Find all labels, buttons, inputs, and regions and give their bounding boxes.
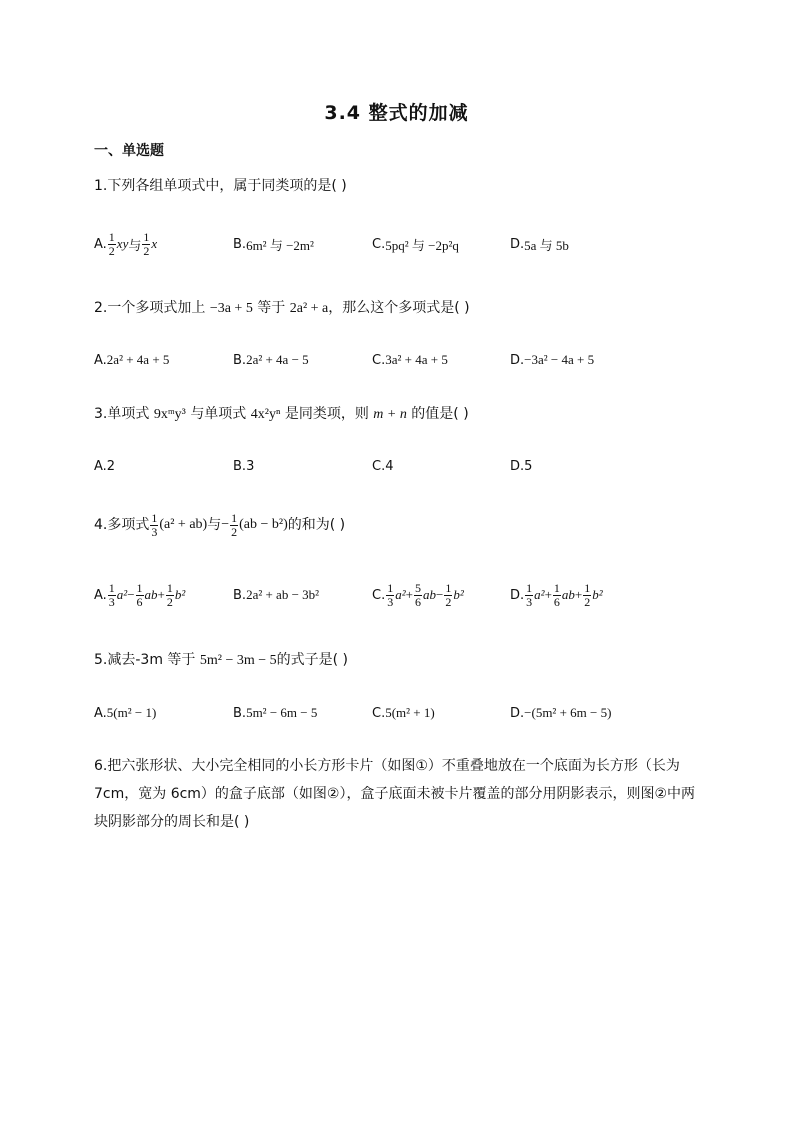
- question-1-option-c: C. 5pq² 与 −2p²q: [372, 236, 459, 253]
- page-title: 3.4 整式的加减: [324, 102, 469, 124]
- question-4-option-d: D. $\frac{1}{3}$ a² + $\frac{1}{6}$ ab + $\frac{1}{2}$ b²: [510, 580, 603, 609]
- question-2-option-d: D. −3a² − 4a + 5: [510, 352, 595, 368]
- question-5-stem: 5.减去-3m 等于 5m² − 3m − 5的式子是( ): [94, 652, 349, 668]
- question-6-stem: 6.把六张形状、大小完全相同的小长方形卡片（如图①）不重叠地放在一个底面为长方形（长为 7cm，宽为 6cm）的盒子底部（如图②），盒子底面未被卡片覆盖的部分用阴影表示，则图②中两块阴影部分的周长和是( ): [94, 758, 696, 830]
- section-heading: 一、单选题: [94, 143, 164, 159]
- question-2-option-a: A. 2a² + 4a + 5: [94, 352, 170, 368]
- question-5-option-b: B. 5m² − 6m − 5: [233, 705, 318, 721]
- question-5-option-c: C. 5(m² + 1): [372, 705, 435, 721]
- question-4-option-c: C. $\frac{1}{3}$ a² + $\frac{5}{6}$ ab − $\frac{1}{2}$ b²: [372, 580, 464, 609]
- question-5-option-a: A. 5(m² − 1): [94, 705, 157, 721]
- question-2-option-c: C. 3a² + 4a + 5: [372, 352, 448, 368]
- fraction: $\frac{1}{3}$: [151, 510, 158, 539]
- question-3-option-b: B. 3: [233, 458, 255, 474]
- fraction: $\frac{1}{2}$: [231, 510, 238, 539]
- question-1-option-b: B. 6m² 与 −2m²: [233, 236, 314, 253]
- question-3-option-d: D. 5: [510, 458, 533, 474]
- question-4-stem: 4.多项式 $\frac{1}{3}$ (a² + ab) 与 − $\frac{1}{2}$ (ab − b²) 的和为( ): [94, 510, 346, 539]
- fraction: $\frac{1}{2}$: [108, 229, 115, 258]
- question-1-option-d: D. 5a 与 5b: [510, 236, 569, 253]
- question-4-option-b: B. 2a² + ab − 3b²: [233, 587, 320, 603]
- question-1-stem: 1.下列各组单项式中，属于同类项的是( ): [94, 178, 347, 194]
- fraction: $\frac{1}{2}$: [143, 229, 150, 258]
- question-5-option-d: D. −(5m² + 6m − 5): [510, 705, 612, 721]
- question-3-stem: 3.单项式 9xᵐy³ 与单项式 4x²yⁿ 是同类项，则 m + n 的值是( ): [94, 406, 469, 422]
- question-3-option-c: C. 4: [372, 458, 394, 474]
- question-4-option-a: A. $\frac{1}{3}$ a² − $\frac{1}{6}$ ab + $\frac{1}{2}$ b²: [94, 580, 186, 609]
- question-1-option-a: A. $\frac{1}{2}$ xy 与 $\frac{1}{2}$ x: [94, 229, 158, 258]
- question-2-stem: 2.一个多项式加上 −3a + 5 等于 2a² + a，那么这个多项式是( ): [94, 300, 470, 316]
- question-2-option-b: B. 2a² + 4a − 5: [233, 352, 309, 368]
- question-3-option-a: A. 2: [94, 458, 116, 474]
